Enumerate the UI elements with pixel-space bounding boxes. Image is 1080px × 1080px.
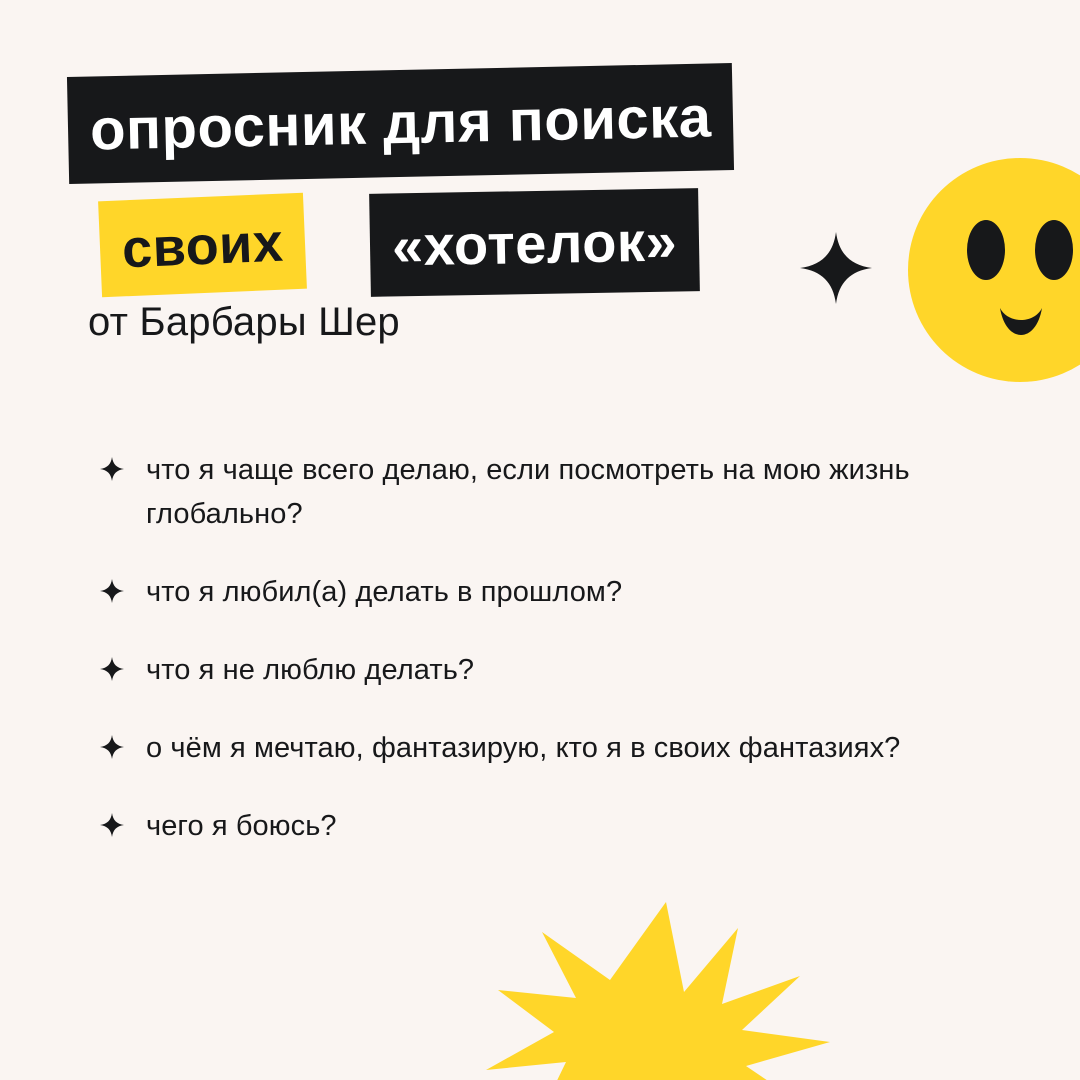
smiley-face-icon <box>908 158 1080 382</box>
title-line-2-row <box>68 191 828 281</box>
question-text: что я чаще всего делаю, если посмотреть на мою жизнь глобально? <box>146 454 910 531</box>
sparkle-bullet-icon <box>100 457 124 481</box>
questions-list <box>100 448 1020 882</box>
title-line-1: опросник для поиска <box>67 63 735 184</box>
sparkle-bullet-icon <box>100 813 124 837</box>
sparkle-icon <box>800 232 872 304</box>
list-item <box>100 448 1020 536</box>
question-text: что я любил(а) делать в прошлом? <box>146 576 623 609</box>
sparkle-bullet-icon <box>100 735 124 759</box>
starburst-icon <box>470 880 850 1080</box>
list-item <box>100 726 1020 770</box>
title-line-2: «хотелок» <box>369 188 700 297</box>
list-item <box>100 570 1020 614</box>
title-block <box>68 70 828 281</box>
list-item <box>100 804 1020 848</box>
list-item <box>100 648 1020 692</box>
author-credit: от Барбары Шер <box>88 300 400 344</box>
question-text: о чём я мечтаю, фантазирую, кто я в своих фантазиях? <box>146 732 901 765</box>
question-text: что я не люблю делать? <box>146 654 475 687</box>
sparkle-bullet-icon <box>100 579 124 603</box>
title-highlight-word: своих <box>98 193 307 298</box>
question-text: чего я боюсь? <box>146 810 337 843</box>
sparkle-bullet-icon <box>100 657 124 681</box>
